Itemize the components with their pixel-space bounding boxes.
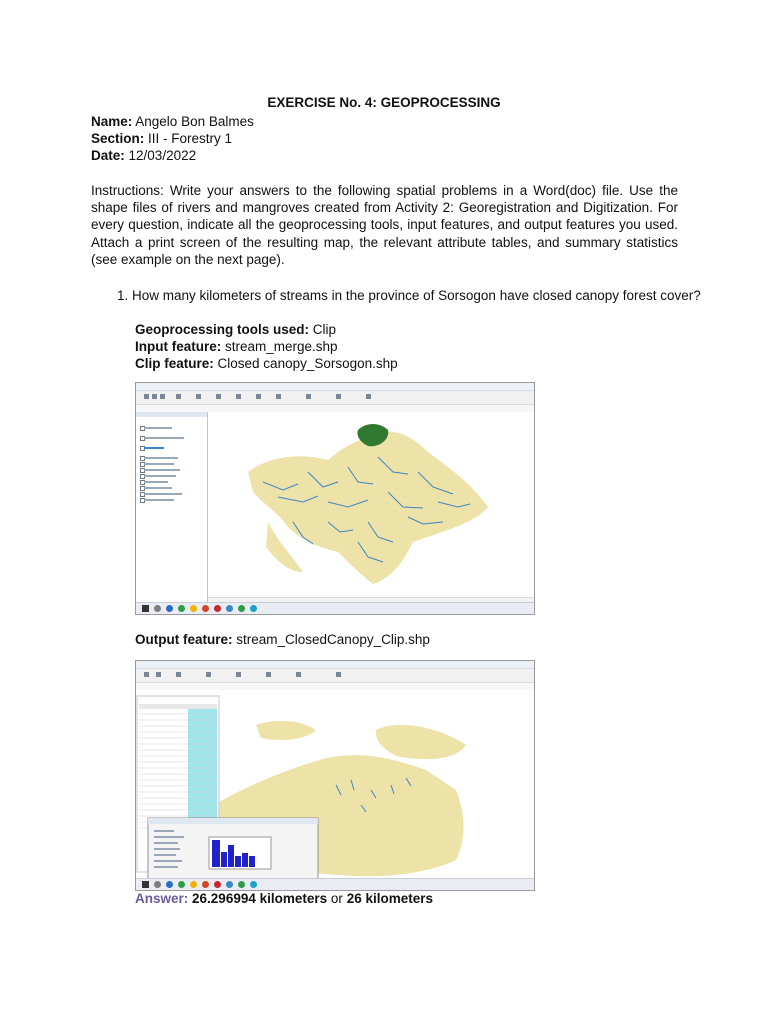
output-label: Output feature: — [135, 632, 233, 647]
date-label: Date: — [91, 148, 125, 163]
answer-line — [135, 891, 433, 906]
window-titlebar — [136, 661, 534, 669]
section-line — [91, 131, 232, 146]
table-of-contents-panel — [136, 412, 208, 603]
name-value: Angelo Bon Balmes — [135, 114, 254, 129]
answer-value-rounded: 26 kilometers — [346, 891, 433, 906]
clip-value: Closed canopy_Sorsogon.shp — [217, 356, 398, 371]
question-number: 1. — [117, 288, 129, 303]
name-label: Name: — [91, 114, 133, 129]
tools-used-line — [135, 322, 336, 337]
name-line — [91, 114, 254, 129]
section-label: Section: — [91, 131, 145, 146]
date-line — [91, 148, 196, 163]
toolbar-strip — [136, 391, 534, 405]
windows-taskbar — [136, 878, 534, 890]
question-text: How many kilometers of streams in the province of Sorsogon have closed canopy forest cover? — [132, 288, 701, 303]
answer-label: Answer: — [135, 891, 189, 906]
output-feature-line — [135, 632, 430, 647]
exercise-title: EXERCISE No. 4: GEOPROCESSING — [267, 95, 501, 110]
section-value: III - Forestry 1 — [148, 131, 233, 146]
sorsogon-map-graphic — [208, 412, 534, 587]
arcmap-screenshot-1 — [135, 382, 535, 615]
tools-label: Geoprocessing tools used: — [135, 322, 310, 337]
input-value: stream_merge.shp — [225, 339, 338, 354]
output-value: stream_ClosedCanopy_Clip.shp — [236, 632, 430, 647]
input-feature-line — [135, 339, 338, 354]
window-titlebar — [136, 383, 534, 391]
tools-value: Clip — [312, 322, 337, 337]
windows-taskbar — [136, 602, 534, 614]
clip-feature-line — [135, 356, 398, 371]
map-view[interactable] — [136, 690, 534, 879]
answer-or: or — [330, 891, 343, 906]
question-1 — [117, 288, 717, 303]
answer-value-precise: 26.296994 kilometers — [192, 891, 328, 906]
date-value: 12/03/2022 — [128, 148, 197, 163]
map-view[interactable] — [208, 412, 534, 603]
toolbar-strip — [136, 669, 534, 683]
clip-label: Clip feature: — [135, 356, 214, 371]
arcmap-screenshot-2 — [135, 660, 535, 891]
input-label: Input feature: — [135, 339, 222, 354]
instructions-paragraph: Instructions: Write your answers to the following spatial problems in a Word(doc) file. Use the shape files of rivers and mangroves created from Activity 2: Georegistration and Digitization. For every question, indicate all the geoprocessing tools, input features, and output features you used. Attach a print screen of the resulting map, the relevant attribute tables, and summary statistics (see example on the next page). — [91, 183, 678, 267]
clipped-map-graphic — [136, 690, 532, 879]
